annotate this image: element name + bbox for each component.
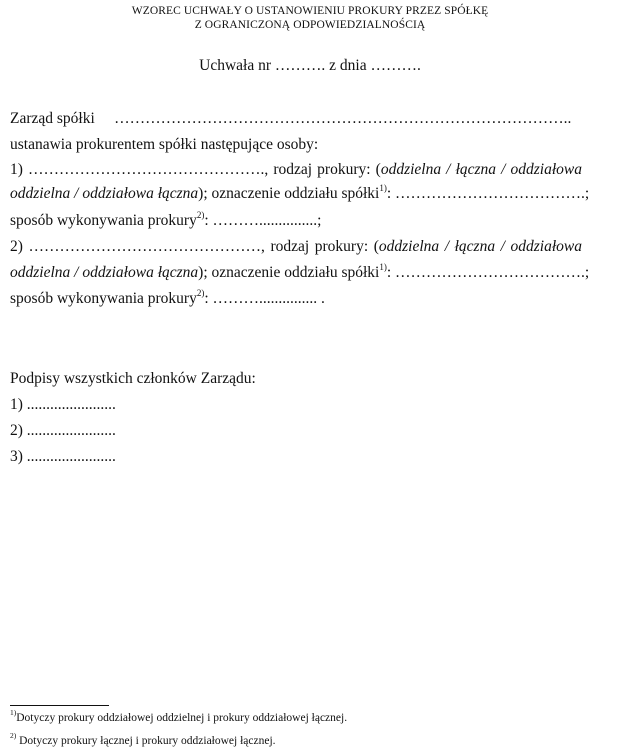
footnote-1-mark: 1) [10,708,17,718]
item-1-footnote-ref: 1) [379,182,387,193]
footnote-1 [10,708,348,724]
board-intro: ustanawia prokurentem spółki następujące osoby: [10,136,319,153]
item-2-sposob-label: sposób wykonywania prokury [10,290,197,307]
footnote-2-mark: 2) [10,731,17,741]
resolution-title: Uchwała nr ………. z dnia ………. [199,57,421,74]
item-1-line-3 [10,209,322,230]
item-1-line-2 [10,182,590,203]
item-1-dots: ………………………………………., [28,161,269,178]
item-2-oznaczenie-value: : ……………………………….; [386,264,590,281]
item-2-oznaczenie-label: ); oznaczenie oddziału spółki [198,264,380,281]
header-line-2: Z OGRANICZONĄ ODPOWIEDZIALNOŚCIĄ [194,19,426,31]
item-1-oznaczenie-label: ); oznaczenie oddziału spółki [198,185,380,202]
item-2-sposob-value: : ………............... . [204,290,325,307]
item-2-dots: ………………………………………, [28,238,265,255]
board-dots: …………………………………………………………………………….. [114,110,572,127]
item-2-line-3 [10,287,325,308]
board-label: Zarząd spółki [10,110,95,127]
footnote-2 [10,731,276,747]
signatures-label: Podpisy wszystkich członków Zarządu: [10,370,256,387]
signature-line-3: 3) ....................... [10,448,116,465]
item-1-footnote-ref-2: 2) [196,209,205,220]
item-2-number: 2) [10,238,23,255]
signature-line-2: 2) ....................... [10,422,116,439]
item-2-options-1: oddzielna / łączna / oddziałowa [378,238,583,255]
header-line-1: WZOREC UCHWAŁY O USTANOWIENIU PROKURY PRZEZ SPÓŁKĘ [131,5,489,17]
item-1-options-1: oddzielna / łączna / oddziałowa [380,161,583,178]
item-1-oznaczenie-value: : ……………………………….; [386,185,590,202]
footnote-1-text: Dotyczy prokury oddziałowej oddzielnej i prokury oddziałowej łącznej. [16,712,348,724]
item-2-footnote-ref: 1) [379,261,387,272]
item-2-line-1 [10,238,582,256]
board-line [10,110,571,128]
document-header [0,4,620,32]
item-1-line-1 [10,161,582,179]
footnote-2-text: Dotyczy prokury łącznej i prokury oddziałowej łącznej. [16,735,276,747]
item-1-sposob-label: sposób wykonywania prokury [10,212,197,229]
item-2-footnote-ref-2: 2) [196,287,205,298]
item-2-line-2 [10,261,590,282]
item-1-rodzaj-label: rodzaj prokury: ( [273,161,381,178]
footnote-divider [10,705,109,706]
item-1-number: 1) [10,161,23,178]
item-2-rodzaj-label: rodzaj prokury: ( [270,238,379,255]
signature-line-1: 1) ....................... [10,396,116,413]
item-2-options-2: oddzielna / oddziałowa łączna [10,264,199,281]
item-1-sposob-value: : ………...............; [204,212,322,229]
item-1-options-2: oddzielna / oddziałowa łączna [10,185,199,202]
